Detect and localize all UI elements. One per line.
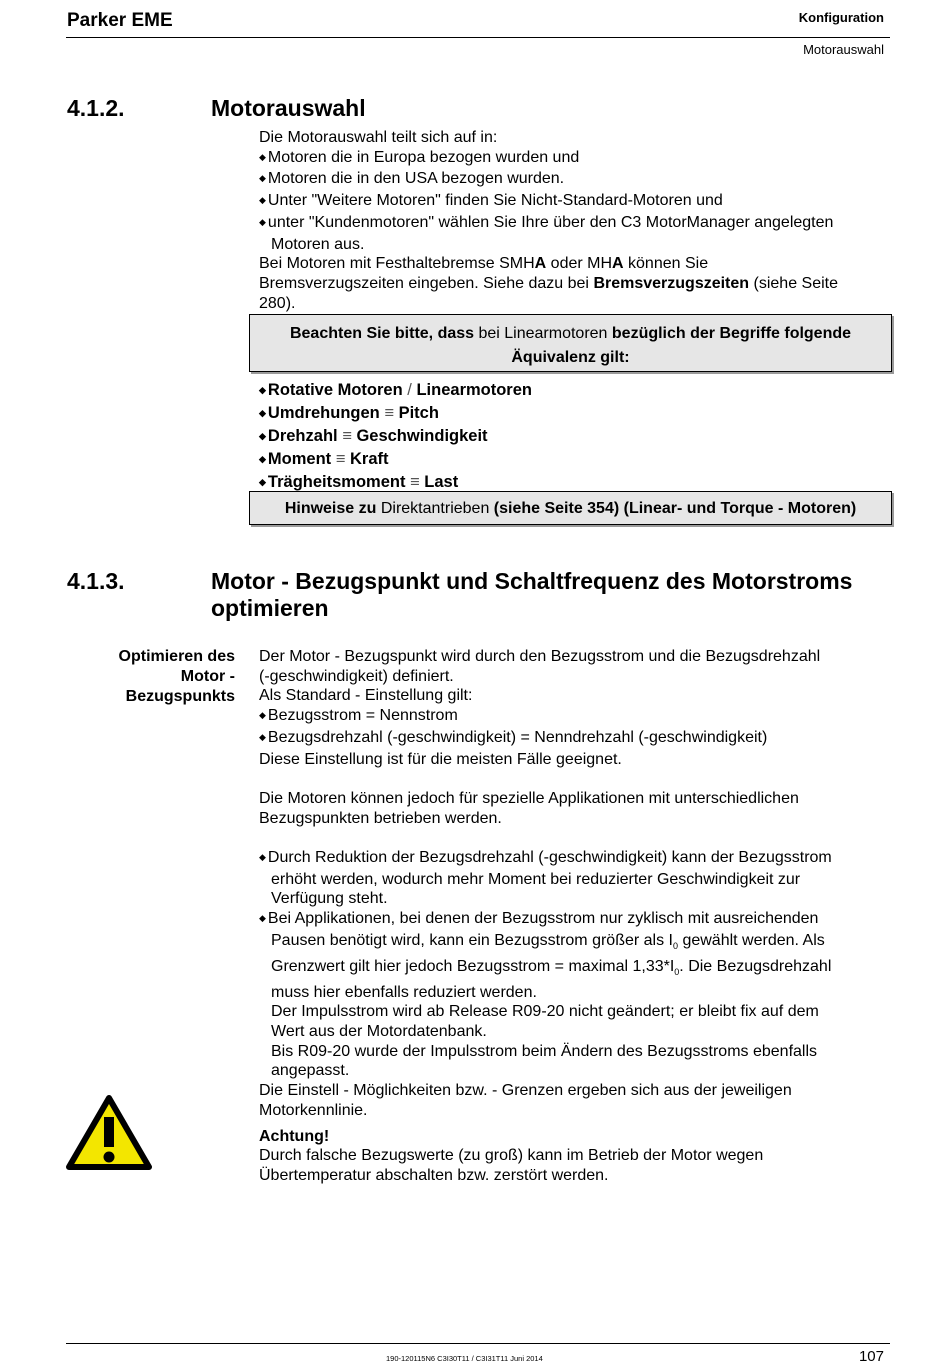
company-name: Parker EME [67, 10, 173, 31]
bullet-item: ◆ Bezugsstrom = Nennstrom [259, 706, 899, 728]
reference-point-text: Der Motor - Bezugspunkt wird durch den Bezugsstrom und die Bezugsdrehzahl (-geschwindigkeit) definiert. Als Standard - Einstellung gilt: ◆ Bezugsstrom = Nennstrom ◆ Bezugsdrehzahl (-geschwindigkeit) = Nenndrehzahl (-geschwindigkeit) Diese Einstellung ist für die meisten Fälle geeignet. Die Motoren können jedoch für spezielle Applikationen mit unterschiedlichen Bezugspunkten betrieben werden. ◆ Durch Reduktion der Bezugsdrehzahl (-geschwindigkeit) kann der Bezugsstrom erhöht werden, wodurch mehr Moment bei reduzierter Geschwindigkeit zur Verfügung steht. ◆ Bei Applikationen, bei denen der Bezugsstrom nur zyklisch mit ausreichenden Pausen benötigt wird, kann ein Bezugsstrom größer als $I_0$ gewählt werden. Als Grenzwert gilt hier jedoch Bezugsstrom = maximal $1,33*I_0$. Die Bezugsdrehzahl muss hier ebenfalls reduziert werden. Der Impulsstrom wird ab Release R09-20 nicht geändert; er bleibt fix auf dem Wert aus der Motordatenbank. Bis R09-20 wurde der Impulsstrom beim Ändern des Bezugsstroms ebenfalls angepasst. Die Einstell - Möglichkeiten bzw. - Grenzen ergeben sich aus der jeweiligen Motorkennlinie. Achtung! Durch falsche Bezugswerte (zu groß) kann im Betrieb der Motor wegen Übertemperatur abschalten bzw. zerstört werden. [259, 647, 899, 1186]
brake-line-1: Bei Motoren mit Festhaltebremse SMHA oder MHA können Sie [259, 255, 709, 273]
note-box-linear: Beachten Sie bitte, dass bei Linearmotoren bezüglich der Begriffe folgende Äquivalenz gilt: [249, 314, 892, 372]
brake-link[interactable]: Bremsverzugszeiten [593, 274, 750, 292]
warning-title: Achtung! [259, 1127, 330, 1145]
equivalence-item: ◆ Trägheitsmoment ≡ Last [259, 472, 532, 495]
chapter-title: Konfiguration [798, 10, 884, 25]
header-rule [66, 37, 890, 38]
equivalence-item: ◆ Rotative Motoren / Linearmotoren [259, 380, 532, 403]
page-number: 107 [858, 1348, 884, 1365]
bullet-continuation: Motoren aus. [271, 235, 365, 253]
bullet-item: ◆ Durch Reduktion der Bezugsdrehzahl (-geschwindigkeit) kann der Bezugsstrom [259, 848, 899, 870]
brake-line-2: Bremsverzugszeiten eingeben. Siehe dazu bei Bremsverzugszeiten (siehe Seite [259, 274, 838, 292]
intro-line: Die Motorauswahl teilt sich auf in: [259, 129, 498, 146]
bullet-item: ◆ Bei Applikationen, bei denen der Bezugsstrom nur zyklisch mit ausreichenden [259, 909, 899, 931]
equivalence-item: ◆ Umdrehungen ≡ Pitch [259, 403, 532, 426]
equivalence-list [259, 380, 532, 495]
section-number-413: 4.1.3. [67, 568, 125, 594]
motor-selection-text [259, 128, 899, 313]
bullet-item: ◆ Motoren die in den USA bezogen wurden. [259, 169, 899, 191]
bullet-item: ◆ Motoren die in Europa bezogen wurden und [259, 148, 899, 170]
bullet-item: ◆ unter "Kundenmotoren" wählen Sie Ihre über den C3 MotorManager angelegten [259, 213, 899, 235]
bullet-item: ◆ Bezugsdrehzahl (-geschwindigkeit) = Nenndrehzahl (-geschwindigkeit) [259, 728, 899, 750]
section-heading-412: Motorauswahl [211, 95, 366, 121]
direct-drive-hint-box[interactable]: Hinweise zu Direktantrieben (siehe Seite 354) (Linear- und Torque - Motoren) [249, 491, 892, 525]
section-number-412: 4.1.2. [67, 95, 125, 121]
equivalence-item: ◆ Drehzahl ≡ Geschwindigkeit [259, 426, 532, 449]
brake-line-3: 280). [259, 294, 296, 312]
section-heading-413: Motor - Bezugspunkt und Schaltfrequenz des Motorstroms optimieren [211, 568, 853, 621]
footer-rule [66, 1343, 890, 1344]
section-title: Motorauswahl [803, 42, 884, 57]
equivalence-item: ◆ Moment ≡ Kraft [259, 449, 532, 472]
bullet-item: ◆ Unter "Weitere Motoren" finden Sie Nicht-Standard-Motoren und [259, 191, 899, 213]
document-number: 190-120115N6 C3I30T11 / C3I31T11 Juni 2014 [386, 1354, 543, 1363]
warning-triangle-icon [66, 1095, 152, 1171]
margin-heading: Optimieren des Motor - Bezugspunkts [118, 648, 235, 705]
